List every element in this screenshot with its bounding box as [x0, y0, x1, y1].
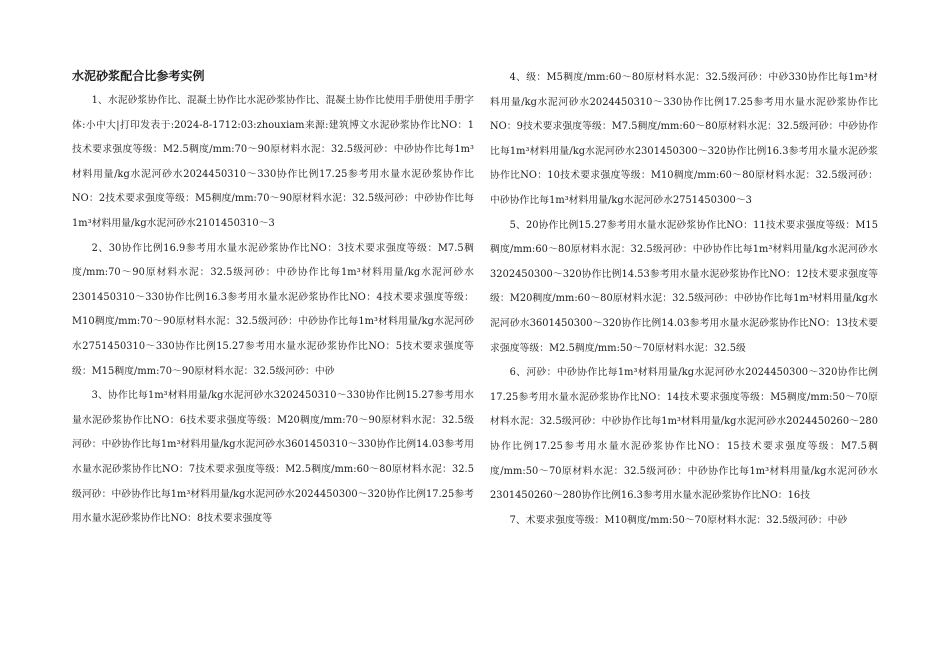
- paragraph-2: 2、30协作比例16.9参考用水量水泥砂浆协作比NO：3技术要求强度等级：M7.5稠度/mm:70～90原材料水泥：32.5级河砂：中砂协作比每1m³材料用量/kg水泥河砂水2301450310～330协作比例16.3参考用水量水泥砂浆协作比NO：4技术要求强度等级：M10稠度/mm:70～90原材料水泥：32.5级河砂：中砂协作比每1m³材料用量/kg水泥河砂水2751450310～330协作比例15.27参考用水量水泥砂浆协作比NO：5技术要求强度等级：M15稠度/mm:70～90原材料水泥：32.5级河砂：中砂: [72, 242, 474, 377]
- paragraph-4: 4、级：M5稠度/mm:60～80原材料水泥：32.5级河砂：中砂330协作比每1m³材料用量/kg水泥河砂水2024450310～330协作比例17.25参考用水量水泥砂浆协作比NO：9技术要求强度等级：M7.5稠度/mm:60～80原材料水泥：32.5级河砂：中砂协作比每1m³材料用量/kg水泥河砂水2301450300～320协作比例16.3参考用水量水泥砂浆协作比NO：10技术要求强度等级：M10稠度/mm:60～80原材料水泥：32.5级河砂：中砂协作比每1m³材料用量/kg水泥河砂水2751450300～3: [490, 72, 878, 206]
- paragraph-3: 3、协作比每1m³材料用量/kg水泥河砂水3202450310～330协作比例15.27参考用水量水泥砂浆协作比NO：6技术要求强度等级：M20稠度/mm:70～90原材料水泥：32.5级河砂：中砂协作比每1m³材料用量/kg水泥河砂水3601450310～330协作比例14.03参考用水量水泥砂浆协作比NO：7技术要求强度等级：M2.5稠度/mm:60～80原材料水泥：32.5级河砂：中砂协作比每1m³材料用量/kg水泥河砂水2024450300～320协作比例17.25参考用水量水泥砂浆协作比NO：8技术要求强度等: [72, 390, 474, 525]
- right-column: [490, 66, 878, 533]
- paragraph-5: 5、20协作比例15.27参考用水量水泥砂浆协作比NO：11技术要求强度等级：M15稠度/mm:60～80原材料水泥：32.5级河砂：中砂协作比每1m³材料用量/kg水泥河砂水3202450300～320协作比例14.53参考用水量水泥砂浆协作比NO：12技术要求强度等级：M20稠度/mm:60～80原材料水泥：32.5级河砂：中砂协作比每1m³材料用量/kg水泥河砂水3601450300～320协作比例14.03参考用水量水泥砂浆协作比NO：13技术要求强度等级：M2.5稠度/mm:50～70原材料水泥：32.5级: [490, 219, 878, 354]
- paragraph-7: 7、术要求强度等级：M10稠度/mm:50～70原材料水泥：32.5级河砂：中砂: [509, 514, 848, 526]
- left-column: [72, 66, 474, 532]
- paragraph-6: 6、河砂：中砂协作比每1m³材料用量/kg水泥河砂水2024450300～320协作比例17.25参考用水量水泥砂浆协作比NO：14技术要求强度等级：M5稠度/mm:50～70原材料水泥：32.5级河砂：中砂协作比每1m³材料用量/kg水泥河砂水2024450260～280协作比例17.25参考用水量水泥砂浆协作比NO：15技术要求强度等级：M7.5稠度/mm:50～70原材料水泥：32.5级河砂：中砂协作比每1m³材料用量/kg水泥河砂水2301450260～280协作比例16.3参考用水量水泥砂浆协作比NO：16技: [490, 367, 878, 502]
- document-title: 水泥砂浆配合比参考实例: [72, 69, 205, 83]
- paragraph-1: 1、水泥砂浆协作比、混凝土协作比水泥砂浆协作比、混凝土协作比使用手册使用手册字体:小中大|打印发表于:2024-8-1712:03:zhouxiam来源:建筑博文水泥砂浆协作比NO：1技术要求强度等级：M2.5稠度/mm:70～90原材料水泥：32.5级河砂：中砂协作比每1m³材料用量/kg水泥河砂水2024450310～330协作比例17.25参考用水量水泥砂浆协作比NO：2技术要求强度等级：M5稠度/mm:70～90原材料水泥：32.5级河砂：中砂协作比每1m³材料用量/kg水泥河砂水2101450310～3: [72, 95, 474, 229]
